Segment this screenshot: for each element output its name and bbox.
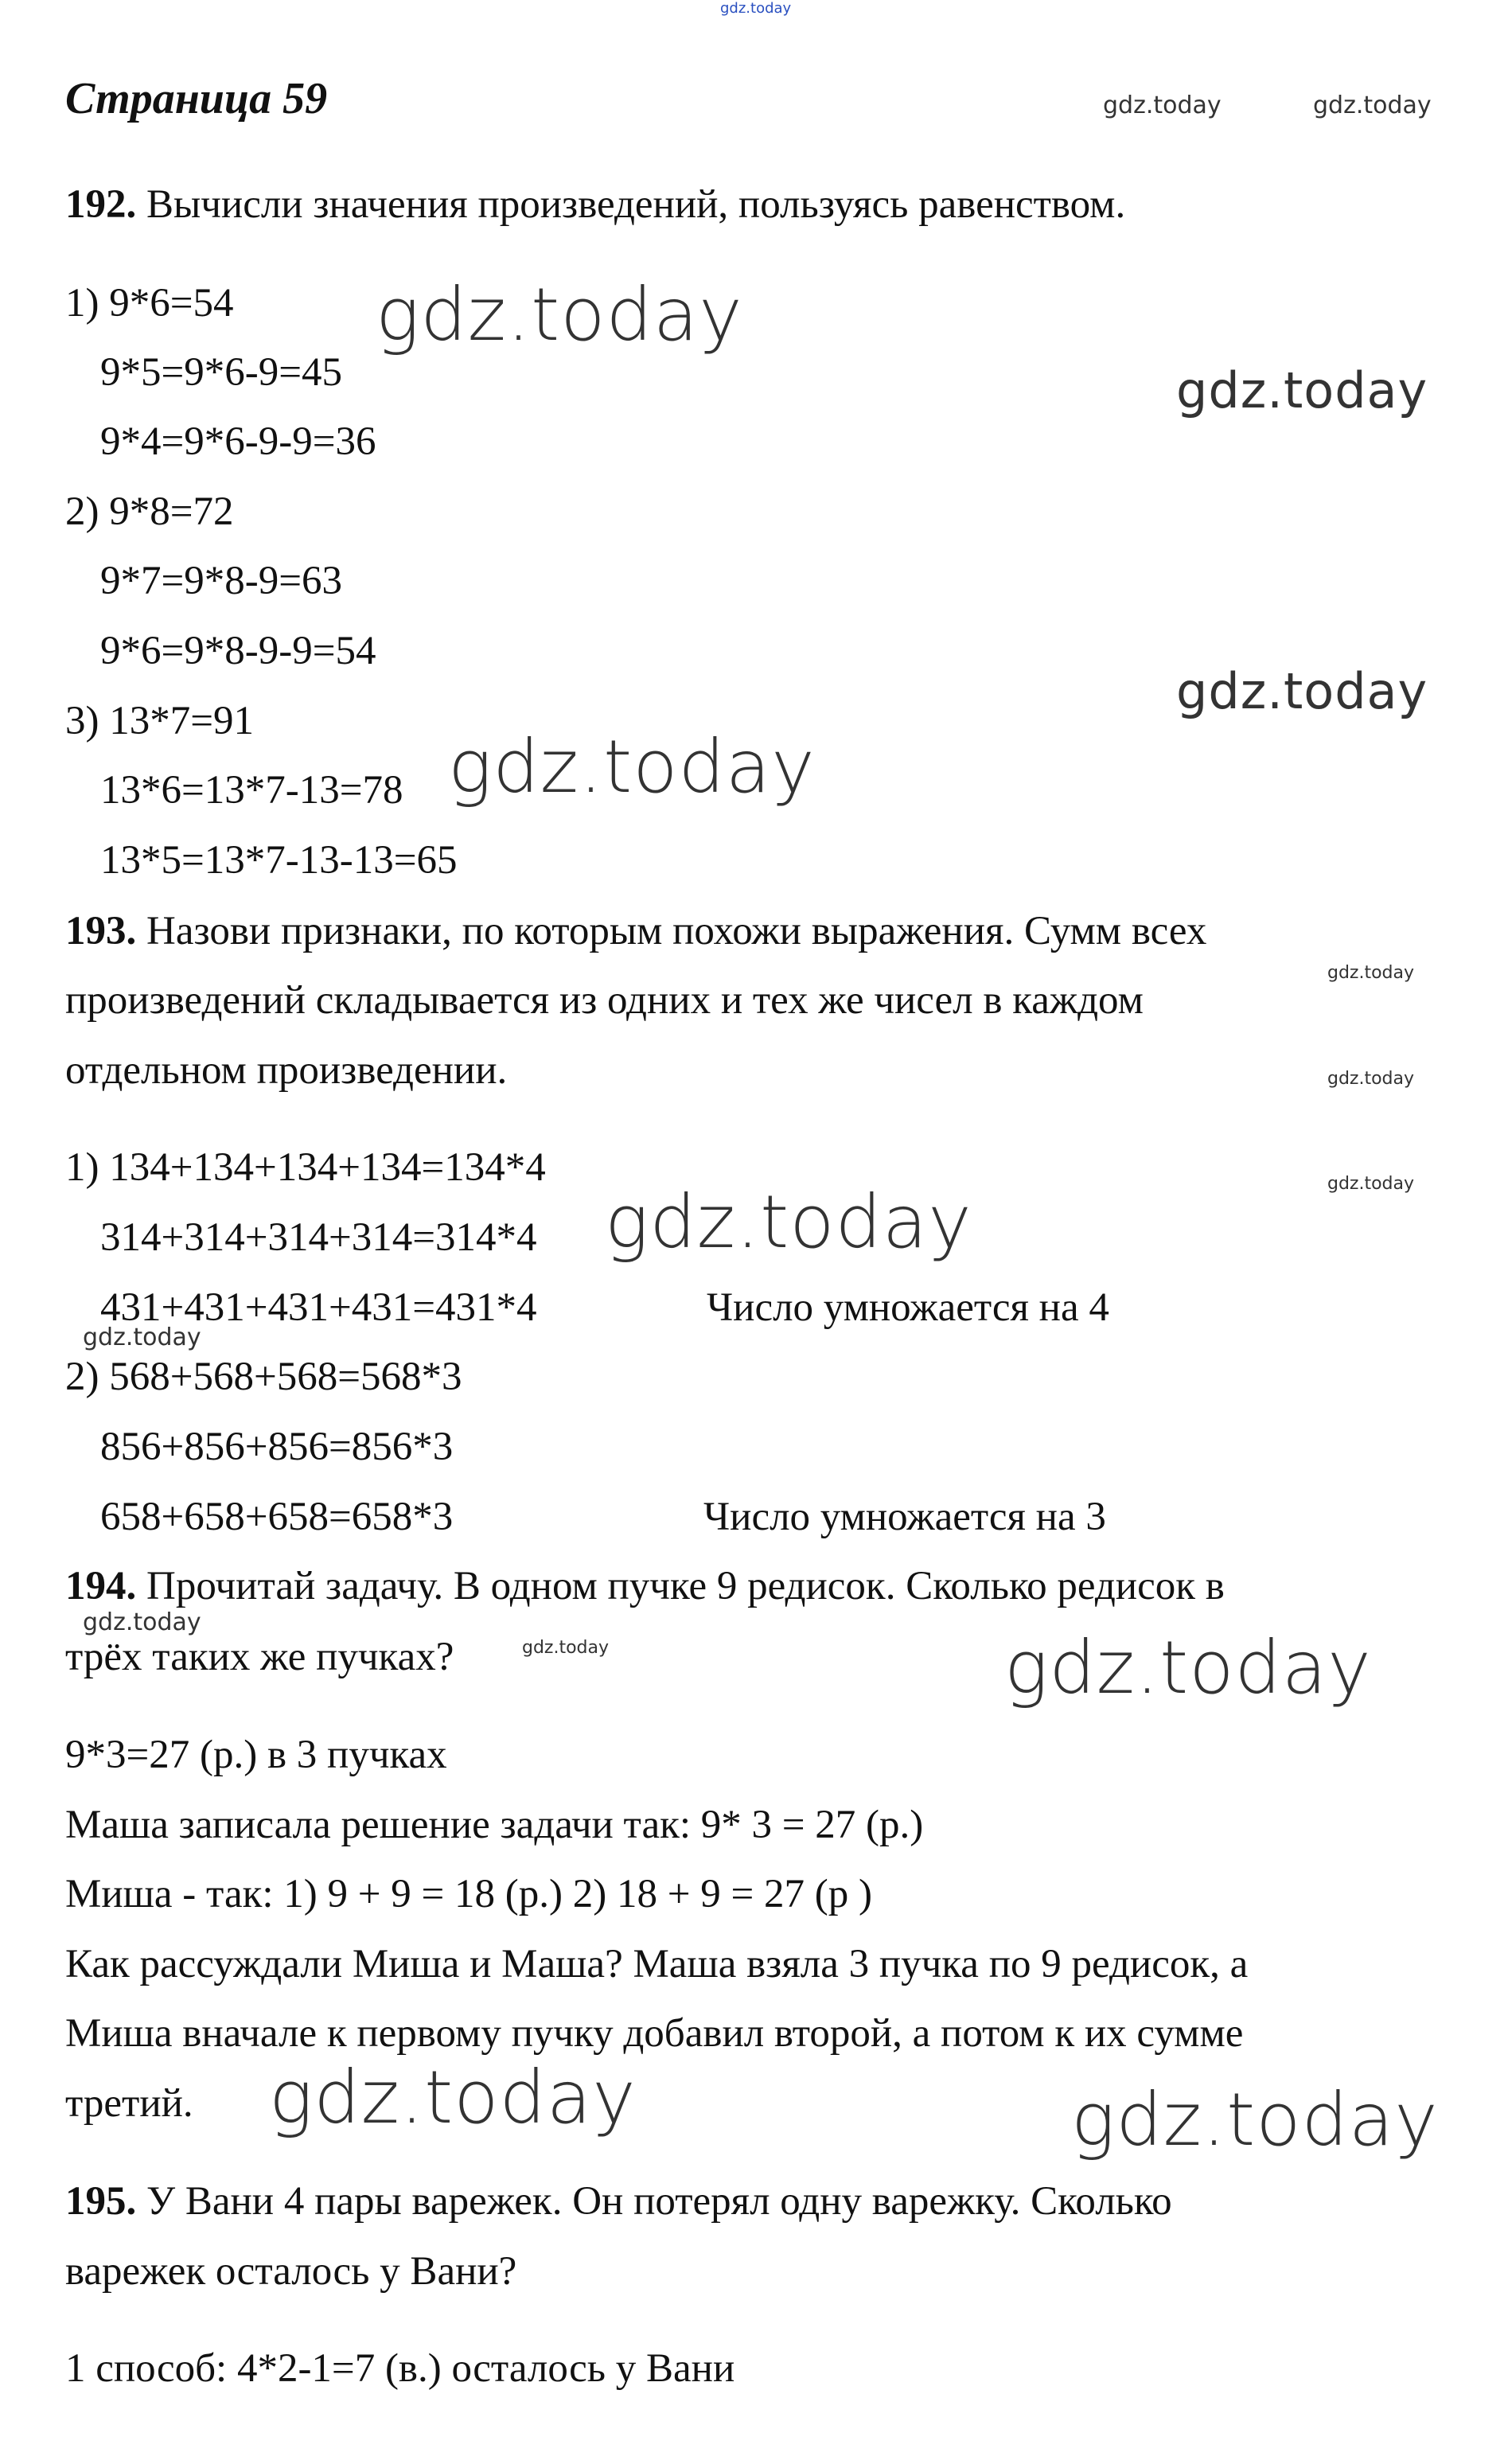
solution-line: Миша вначале к первому пучку добавил второй, а потом к их сумме [65, 2011, 1244, 2056]
watermark: gdz.today [269, 2055, 637, 2140]
watermark: gdz.today [1071, 2077, 1439, 2162]
watermark: gdz.today [1004, 1625, 1372, 1710]
watermark: gdz.today [1327, 963, 1415, 983]
solution-line: 13*6=13*7-13=78 [100, 768, 403, 813]
problem-text: У Вани 4 пары варежек. Он потерял одну варежку. Сколько [146, 2179, 1172, 2224]
solution-line: Маша записала решение задачи так: 9* 3 = 27 (р.) [65, 1803, 924, 1847]
problem-text: произведений складывается из одних и тех же чисел в каждом [65, 978, 1144, 1023]
solution-line: 3) 13*7=91 [65, 699, 254, 743]
solution-line: 9*4=9*6-9-9=36 [100, 419, 376, 464]
problem-text: трёх таких же пучках? [65, 1635, 454, 1679]
solution-line: 314+314+314+314=314*4 [100, 1215, 537, 1260]
problem-text: варежек осталось у Вани? [65, 2249, 517, 2294]
problem-text: Вычисли значения произведений, пользуясь равенством. [146, 182, 1126, 227]
solution-line: 1 способ: 4*2-1=7 (в.) осталось у Вани [65, 2346, 735, 2391]
watermark: gdz.today [83, 1608, 201, 1636]
solution-line: 2) 9*8=72 [65, 489, 234, 534]
watermark: gdz.today [448, 724, 816, 809]
watermark: gdz.today [1327, 1069, 1415, 1089]
watermark: gdz.today [1327, 1174, 1415, 1194]
solution-line: 9*7=9*8-9=63 [100, 559, 343, 603]
solution-line: 1) 9*6=54 [65, 281, 234, 326]
watermark: gdz.today [522, 1638, 610, 1658]
solution-line: 2) 568+568+568=568*3 [65, 1355, 462, 1399]
solution-note: Число умножается на 4 [707, 1285, 1109, 1330]
problem-192-statement [65, 182, 1126, 227]
solution-line: 9*5=9*6-9=45 [100, 350, 343, 395]
solution-line: 431+431+431+431=431*4 [100, 1285, 537, 1330]
solution-line: 1) 134+134+134+134=134*4 [65, 1145, 546, 1190]
problem-194-statement [65, 1566, 1225, 1607]
watermark: gdz.today [1313, 92, 1432, 119]
watermark: gdz.today [1176, 662, 1428, 720]
problem-193-statement [65, 911, 1206, 952]
problem-number: 195. [65, 2179, 137, 2224]
watermark-top: gdz.today [720, 0, 792, 17]
solution-line: 13*5=13*7-13-13=65 [100, 838, 458, 883]
solution-line: 9*6=9*8-9-9=54 [100, 629, 376, 673]
problem-195-statement [65, 2181, 1172, 2222]
solution-line: 856+856+856=856*3 [100, 1425, 454, 1469]
solution-line: Миша - так: 1) 9 + 9 = 18 (р.) 2) 18 + 9 = 27 (р ) [65, 1872, 872, 1916]
solution-line: 658+658+658=658*3 [100, 1495, 454, 1539]
page-title: Страница 59 [65, 74, 328, 123]
solution-line: Как рассуждали Миша и Маша? Маша взяла 3 пучка по 9 редисок, а [65, 1942, 1249, 1986]
watermark: gdz.today [1103, 92, 1222, 119]
solution-note: Число умножается на 3 [703, 1495, 1106, 1539]
watermark: gdz.today [1176, 361, 1428, 419]
problem-number: 193. [65, 909, 137, 953]
problem-number: 194. [65, 1564, 137, 1608]
problem-text: отдельном произведении. [65, 1048, 508, 1093]
watermark: gdz.today [376, 272, 743, 357]
problem-number: 192. [65, 182, 137, 227]
problem-text: Назови признаки, по которым похожи выражения. Сумм всех [146, 909, 1207, 953]
watermark: gdz.today [605, 1179, 972, 1265]
watermark: gdz.today [83, 1324, 201, 1351]
problem-text: Прочитай задачу. В одном пучке 9 редисок. Сколько редисок в [146, 1564, 1225, 1608]
solution-line: третий. [65, 2081, 193, 2126]
solution-line: 9*3=27 (р.) в 3 пучках [65, 1733, 447, 1777]
